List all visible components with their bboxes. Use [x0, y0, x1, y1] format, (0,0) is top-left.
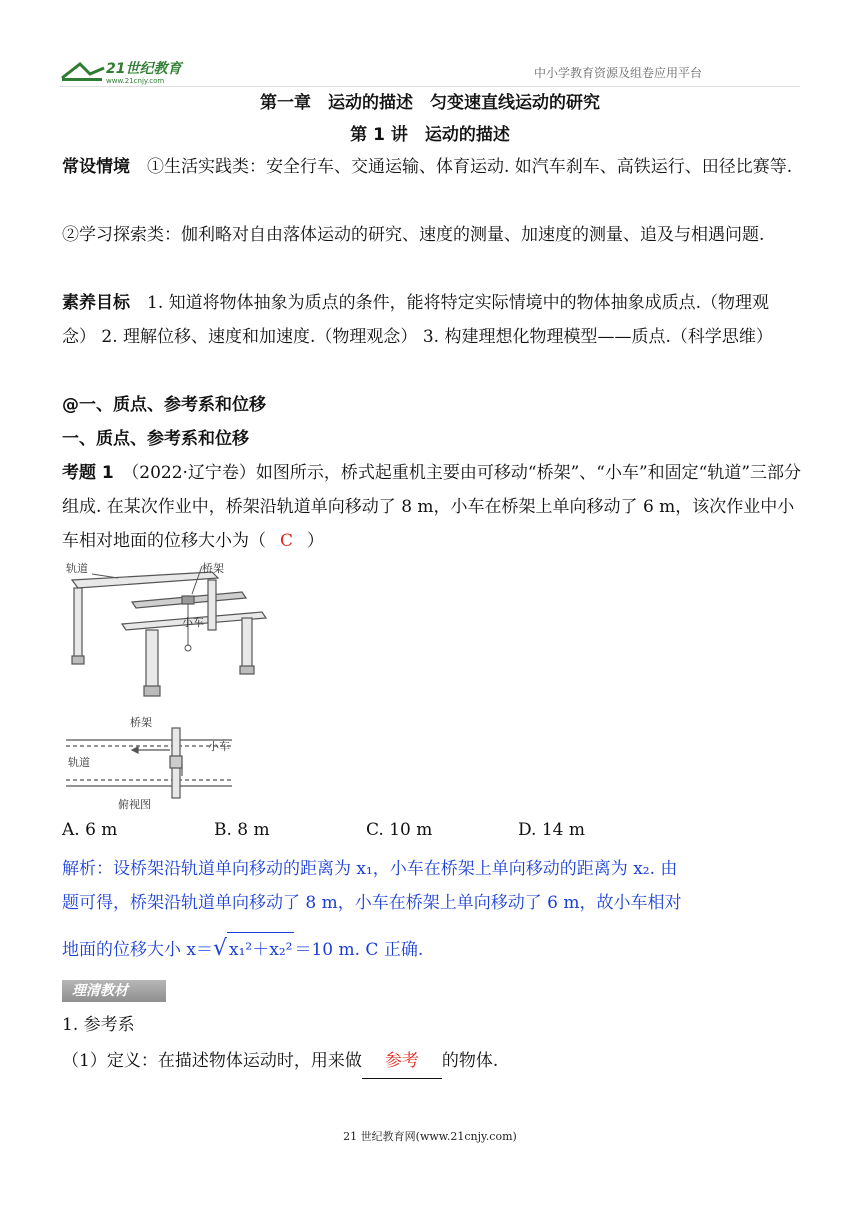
fig2-label-topview: 俯视图: [118, 798, 151, 811]
option-b[interactable]: B. 8 m: [214, 820, 270, 840]
problem-close: ）: [307, 531, 325, 551]
chapter-title: 第一章 运动的描述 匀变速直线运动的研究: [260, 93, 600, 113]
header-divider: [60, 86, 800, 87]
fig1-label-bridge: 桥架: [202, 562, 224, 575]
section-tag: 理清教材: [62, 980, 166, 1002]
solution-sqrt: x₁²＋x₂²: [227, 932, 294, 967]
logo: [60, 56, 220, 86]
solution-line3: 地面的位移大小 x＝√ x₁²＋x₂² ＝10 m. C 正确.: [62, 932, 802, 967]
goals-label: 素养目标: [62, 293, 130, 313]
item1-heading: 1. 参考系: [62, 1015, 135, 1035]
option-a[interactable]: A. 6 m: [62, 820, 118, 840]
scenario-label: 常设情境: [62, 157, 130, 177]
section-at-heading: @一、质点、参考系和位移: [62, 395, 266, 415]
item1-def-post: 的物体.: [441, 1051, 499, 1071]
crane-topview-figure: [62, 714, 272, 814]
solution-line1: 解析：设桥架沿轨道单向移动的距离为 x₁，小车在桥架上单向移动的距离为 x₂. 由: [62, 859, 678, 879]
options-row: [62, 820, 802, 840]
scenario-line2: ②学习探索类：伽利略对自由落体运动的研究、速度的测量、加速度的测量、追及与相遇问题.: [62, 225, 765, 245]
problem-text: （2022·辽宁卷）如图所示，桥式起重机主要由可移动“桥架”、“小车”和固定“轨道”三部分组成. 在某次作业中，桥架沿轨道单向移动了 8 m，小车在桥架上单向移动了 6 m，该次作业中小车相对地面的位移大小为（: [62, 463, 802, 551]
platform-text: 中小学教育资源及组卷应用平台: [534, 66, 703, 80]
solution-line3-pre: 地面的位移大小 x＝: [62, 940, 213, 960]
option-c[interactable]: C. 10 m: [366, 820, 433, 840]
problem-label: 考题 1: [62, 463, 114, 483]
fig2-label-cart: 小车: [208, 740, 230, 753]
item1-def-answer: 参考: [362, 1044, 442, 1079]
logo-text: 21世纪教育: [106, 61, 182, 77]
fig1-label-track: 轨道: [66, 562, 88, 575]
goals-text: 1. 知道将物体抽象为质点的条件，能将特定实际情境中的物体抽象成质点.（物理观念） 2. 理解位移、速度和加速度.（物理观念） 3. 构建理想化物理模型——质点.（科学思维）: [62, 293, 773, 347]
solution-line2: 题可得，桥架沿轨道单向移动了 8 m，小车在桥架上单向移动了 6 m，故小车相对: [62, 893, 682, 913]
scenario-line1: ①生活实践类：安全行车、交通运输、体育运动. 如汽车刹车、高铁运行、田径比赛等.: [130, 157, 793, 177]
fig2-label-track: 轨道: [68, 756, 90, 769]
section-heading: 一、质点、参考系和位移: [62, 429, 249, 449]
problem-answer: C: [280, 531, 294, 551]
crane-3d-figure: [62, 562, 272, 702]
scenario-block: [62, 150, 802, 184]
fig1-label-cart: 小车: [182, 616, 204, 629]
item1-definition: [62, 1044, 802, 1079]
footer: 21 世纪教育网(www.21cnjy.com): [343, 1130, 517, 1143]
goals-block: [62, 286, 802, 354]
solution-line3-post: ＝10 m. C 正确.: [294, 940, 424, 960]
logo-url: www.21cnjy.com: [106, 77, 165, 85]
fig2-label-bridge: 桥架: [130, 716, 152, 729]
item1-def-pre: （1）定义：在描述物体运动时，用来做: [62, 1051, 362, 1071]
lesson-title: 第 1 讲 运动的描述: [350, 125, 510, 145]
problem-block: [62, 456, 802, 558]
option-d[interactable]: D. 14 m: [518, 820, 585, 840]
